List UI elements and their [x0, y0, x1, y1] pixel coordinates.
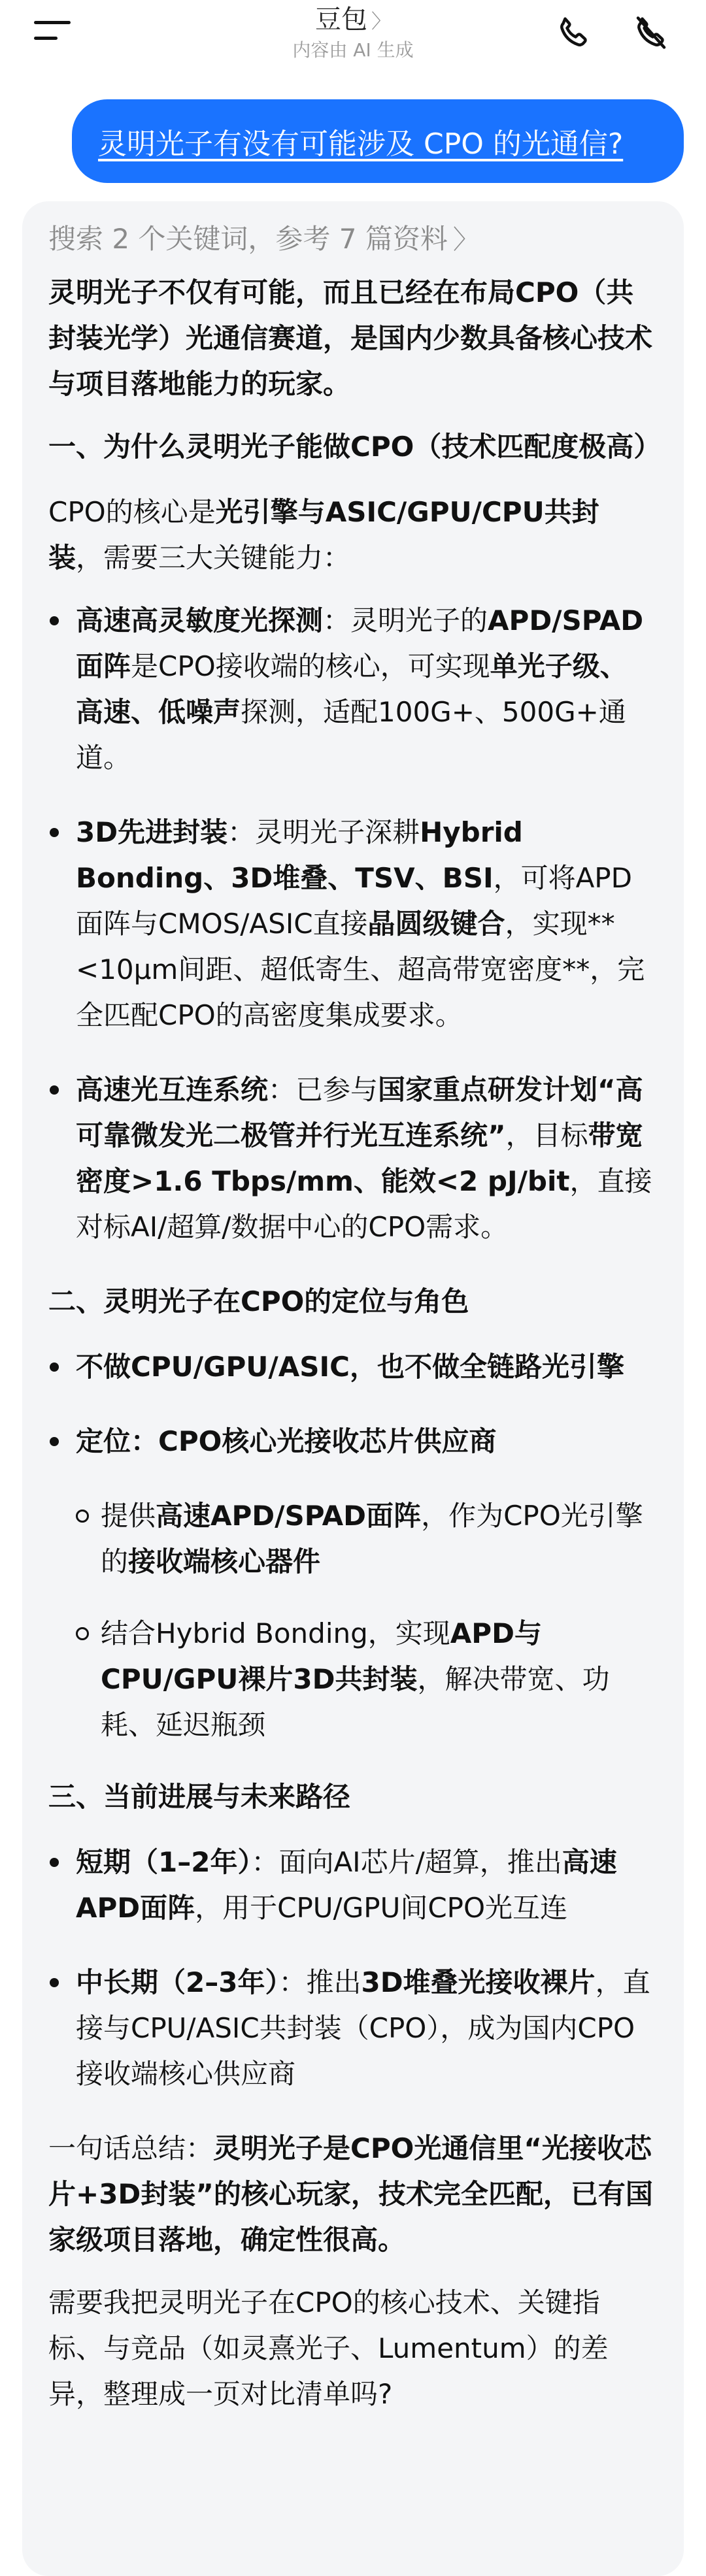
phone-icon[interactable] [554, 13, 594, 52]
list-item: 高速光互连系统：已参与国家重点研发计划“高可靠微发光二极管并行光互连系统”，目标带宽密度>1.6 Tbps/mm、能效<2 pJ/bit，直接对标AI/超算/数据中心的CPO需求。 [48, 1067, 654, 1250]
section-heading-3: 三、当前进展与未来路径 [48, 1781, 351, 1813]
sub-list-item: 提供高速APD/SPAD面阵，作为CPO光引擎的接收端核心器件 [48, 1493, 654, 1585]
list-item: 中长期（2–3年）：推出3D堆叠光接收裸片，直接与CPU/ASIC共封装（CPO），成为国内CPO接收端核心供应商 [48, 1960, 654, 2097]
sub-list-item: 结合Hybrid Bonding，实现APD与CPU/GPU裸片3D共封装，解决带宽、功耗、延迟瓶颈 [48, 1611, 654, 1748]
chevron-right-icon: 〉 [452, 225, 479, 255]
list-item: 3D先进封装：灵明光子深耕Hybrid Bonding、3D堆叠、TSV、BSI，可将APD面阵与CMOS/ASIC直接晶圆级键合，实现**<10μm间距、超低寄生、超高带宽密度**，完全匹配CPO的高密度集成要求。 [48, 810, 654, 1038]
ai-generated-notice: 内容由 AI 生成 [292, 39, 414, 61]
ai-answer-card [22, 201, 684, 2576]
list-item: 不做CPU/GPU/ASIC，也不做全链路光引擎 [48, 1344, 654, 1390]
chevron-right-icon: 〉 [371, 10, 391, 33]
section1-lead: CPO的核心是光引擎与ASIC/GPU/CPU共封装，需要三大关键能力： [48, 496, 599, 574]
search-references-link[interactable]: 搜索 2 个关键词，参考 7 篇资料 〉 [48, 223, 479, 255]
section-heading-2: 二、灵明光子在CPO的定位与角色 [48, 1285, 469, 1317]
section-heading-1: 一、为什么灵明光子能做CPO（技术匹配度极高） [48, 431, 662, 463]
app-title[interactable]: 豆包 〉 [315, 5, 391, 35]
list-item: 高速高灵敏度光探测：灵明光子的APD/SPAD面阵是CPO接收端的核心，可实现单光子级、高速、低噪声探测，适配100G+、500G+通道。 [48, 598, 654, 781]
list-item: 定位：CPO核心光接收芯片供应商 [48, 1419, 654, 1464]
mute-call-icon[interactable] [631, 13, 671, 52]
user-message-text[interactable]: 灵明光子有没有可能涉及 CPO 的光通信? [98, 127, 624, 161]
user-message-bubble[interactable] [72, 99, 684, 183]
answer-intro: 灵明光子不仅有可能，而且已经在布局CPO（共封装光学）光通信赛道，是国内少数具备核心技术与项目落地能力的玩家。 [48, 276, 653, 400]
list-item: 短期（1–2年）：面向AI芯片/超算，推出高速APD面阵，用于CPU/GPU间CPO光互连 [48, 1840, 654, 1931]
answer-summary: 一句话总结：灵明光子是CPO光通信里“光接收芯片+3D封装”的核心玩家，技术完全匹配，已有国家级项目落地，确定性很高。 [48, 2132, 653, 2256]
title-area[interactable] [0, 3, 706, 61]
top-bar [0, 0, 706, 72]
follow-up-question: 需要我把灵明光子在CPO的核心技术、关键指标、与竞品（如灵熹光子、Lumentum）的差异，整理成一页对比清单吗? [48, 2287, 609, 2410]
